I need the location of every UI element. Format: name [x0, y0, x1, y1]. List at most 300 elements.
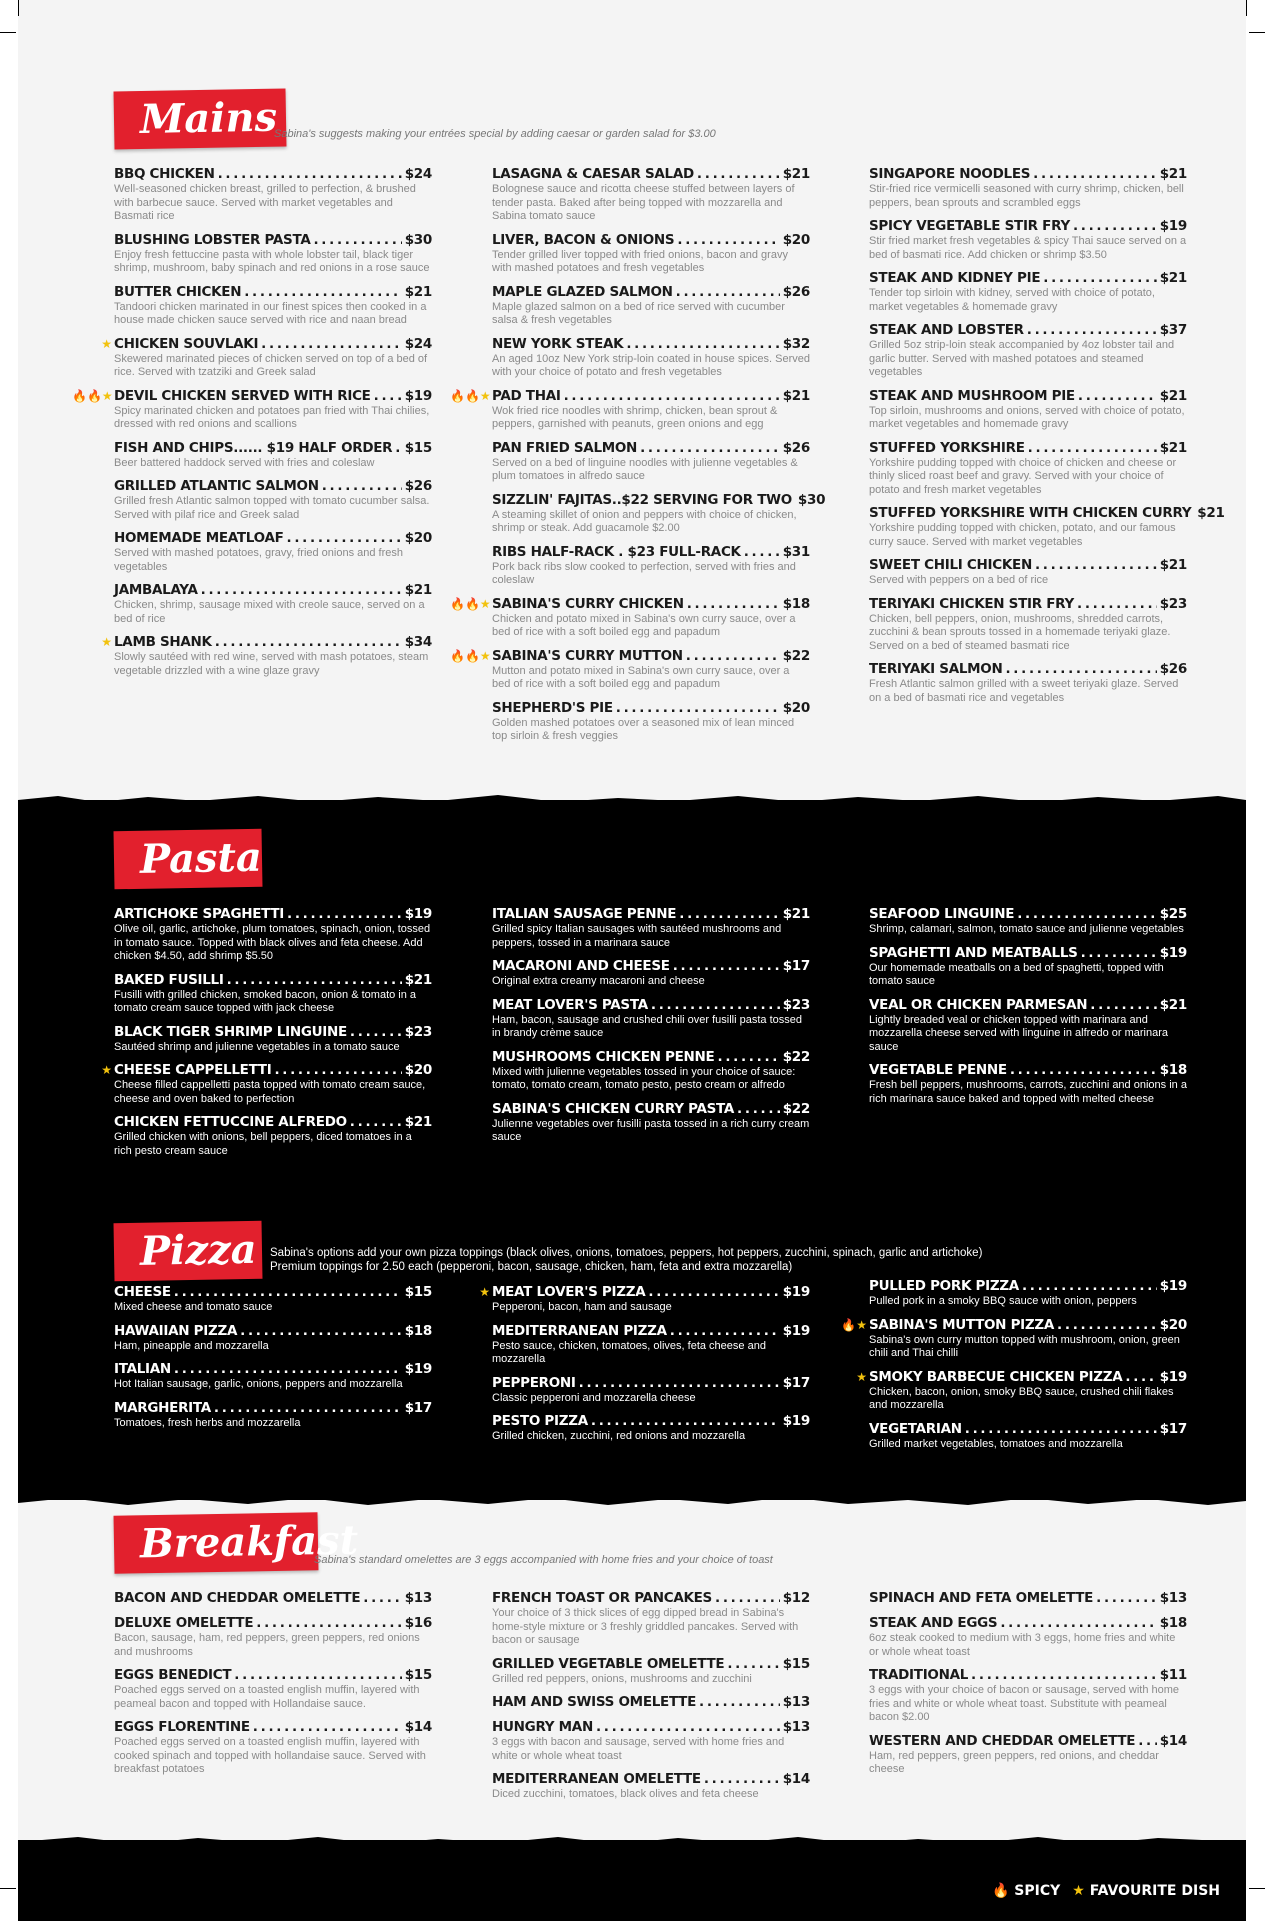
menu-item-name: MEAT LOVER'S PASTA	[492, 996, 648, 1013]
menu-item	[869, 661, 1187, 705]
menu-item-price: $14	[782, 1771, 810, 1787]
menu-item-description: Pork back ribs slow cooked to perfection, served with fries and coleslaw	[492, 560, 796, 586]
menu-item-price: $15	[404, 1284, 432, 1300]
dot-leader	[174, 1284, 402, 1301]
dot-leader	[679, 906, 779, 923]
menu-item-description: 3 eggs with bacon and sausage, served with home fries and white or whole wheat toast	[492, 1736, 785, 1762]
menu-item-price: $21	[404, 1114, 432, 1130]
dot-leader	[1000, 1615, 1156, 1632]
menu-item-description: 6oz steak cooked to medium with 3 eggs, home fries and white or whole wheat toast	[869, 1632, 1176, 1658]
menu-item-description: Chicken and potato mixed in Sabina's own curry sauce, over a bed of rice with a soft boiled egg and papadum	[492, 612, 796, 638]
dot-leader	[1081, 945, 1157, 962]
menu-item-description: Your choice of 3 thick slices of egg dipped bread in Sabina's home-style mixture or 3 freshly griddled pancakes. Served with bacon or sausage	[492, 1607, 799, 1646]
menu-item-description: Olive oil, garlic, artichoke, plum tomatoes, spinach, onion, tossed in tomato sauce. Topped with black olives and feta cheese. Add chicken $4.50, add shrimp $5.50	[114, 923, 431, 962]
menu-item-price: $21	[1159, 557, 1187, 573]
menu-item-name: ITALIAN SAUSAGE PENNE	[492, 906, 677, 922]
menu-item	[114, 232, 432, 276]
menu-item	[492, 906, 810, 950]
menu-item-description: Served with mashed potatoes, gravy, fried onions and fresh vegetables	[114, 547, 404, 573]
menu-item-price: $20	[782, 699, 810, 716]
menu-item-name: HOMEMADE MEATLOAF	[114, 530, 284, 546]
menu-item-description: A steaming skillet of onion and peppers with choice of chicken, shrimp or steak. Add guacamole $2.00	[492, 508, 797, 534]
menu-item-name: PESTO PIZZA	[492, 1413, 588, 1429]
menu-item	[869, 557, 1187, 588]
dot-leader	[1027, 322, 1157, 339]
menu-item-name: SWEET CHILI CHICKEN	[869, 557, 1032, 573]
menu-item-line	[492, 700, 810, 717]
menu-item-line	[114, 440, 432, 457]
dot-leader	[395, 440, 401, 457]
menu-item	[492, 958, 810, 989]
menu-item-line	[869, 1278, 1187, 1295]
menu-item-description: Skewered marinated pieces of chicken served on top of a bed of rice. Served with tzatziki and Greek salad	[114, 352, 428, 378]
legend-favourite	[1072, 1883, 1220, 1899]
menu-item-name: CHEESE CAPPELLETTI	[114, 1062, 272, 1078]
menu-item-description: Original extra creamy macaroni and cheese	[492, 975, 705, 987]
dot-leader	[313, 232, 401, 249]
dot-leader	[737, 1101, 780, 1118]
dot-leader	[261, 336, 402, 353]
menu-item-price: $16	[404, 1615, 432, 1631]
menu-item-name: SPAGHETTI AND MEATBALLS	[869, 944, 1078, 961]
star-icon: ★	[1072, 1883, 1085, 1899]
menu-item-line	[114, 1361, 432, 1378]
menu-item	[114, 1400, 432, 1431]
pizza-banner: Pizza	[114, 1221, 263, 1282]
menu-item-price: $17	[782, 1374, 810, 1391]
menu-item-price: $18	[1159, 1062, 1187, 1078]
menu-item-price: $13	[782, 1719, 810, 1735]
menu-item-line	[114, 1400, 432, 1417]
menu-item	[101, 335, 432, 380]
dot-leader	[322, 478, 402, 495]
menu-page	[18, 0, 1246, 1921]
menu-item	[114, 1615, 432, 1659]
menu-item	[869, 596, 1187, 654]
menu-item-line	[114, 284, 432, 301]
menu-item-description: Ham, red peppers, green peppers, red onions, and cheddar cheese	[869, 1749, 1159, 1775]
menu-item-line	[114, 336, 432, 353]
menu-item-line	[492, 232, 810, 249]
menu-item	[869, 997, 1187, 1055]
menu-item-name: GRILLED VEGETABLE OMELETTE	[492, 1655, 725, 1672]
menu-item	[492, 284, 810, 328]
menu-item-line	[869, 945, 1187, 962]
menu-item-name: LIVER, BACON & ONIONS	[492, 231, 675, 248]
menu-item-line	[869, 1421, 1187, 1438]
menu-item-name: CHEESE	[114, 1284, 171, 1300]
menu-item-price: $30	[404, 231, 432, 248]
menu-item-line	[492, 1590, 810, 1607]
menu-item-name: SABINA'S CURRY MUTTON	[492, 647, 683, 664]
star-icon: ★	[479, 596, 491, 611]
flame-icon: 🔥	[464, 648, 480, 663]
menu-item-name: BUTTER CHICKEN	[114, 283, 242, 300]
dot-leader	[717, 1049, 779, 1066]
menu-item-price: $20	[404, 1062, 432, 1078]
menu-item-line	[492, 166, 810, 183]
menu-item-line	[492, 906, 810, 923]
menu-item-line	[114, 1024, 432, 1041]
menu-item-description: Chicken, shrimp, sausage mixed with creole sauce, served on a bed of rice	[114, 599, 425, 625]
menu-item-description: Grilled market vegetables, tomatoes and mozzarella	[869, 1437, 1123, 1450]
dot-leader	[218, 166, 402, 183]
menu-item-description: Mutton and potato mixed in Sabina's own curry sauce, over a bed of rice with a soft boiled egg and papadum	[492, 664, 790, 690]
menu-item-name: DELUXE OMELETTE	[114, 1615, 254, 1631]
pasta-column-2	[492, 906, 810, 1153]
star-icon: ★	[101, 388, 113, 403]
menu-item	[492, 1413, 810, 1444]
menu-item-price: $30	[797, 491, 826, 508]
menu-item-price: $19	[404, 1361, 432, 1377]
menu-item-name: ITALIAN	[114, 1361, 171, 1377]
menu-item	[114, 1024, 432, 1055]
pasta-column-1	[101, 906, 432, 1166]
menu-item-line	[869, 906, 1187, 923]
menu-item-line	[492, 997, 810, 1014]
menu-item-description: Poached eggs served on a toasted english muffin, layered with cooked spinach and topped with hollandaise sauce. Served with breakfast potatoes	[114, 1736, 426, 1775]
legend-spicy-label: SPICY	[1014, 1883, 1061, 1899]
menu-item-description: Tender grilled liver topped with fried onions, bacon and gravy with mashed potatoes and fresh vegetables	[492, 248, 788, 274]
menu-item-name: FISH AND CHIPS...... $19 HALF ORDER	[114, 439, 393, 456]
crop-mark	[18, 0, 19, 16]
menu-item-price: $19	[782, 1322, 810, 1339]
menu-item-name: STEAK AND MUSHROOM PIE	[869, 387, 1075, 404]
menu-item-price: $32	[782, 335, 810, 352]
menu-item	[114, 1719, 432, 1777]
menu-item-line	[114, 1590, 432, 1607]
menu-item-line	[492, 958, 810, 975]
menu-item-description: Maple glazed salmon on a bed of rice served with cucumber salsa & fresh vegetables	[492, 300, 785, 326]
star-icon: ★	[479, 388, 491, 403]
menu-item	[492, 1694, 810, 1711]
menu-item-marks	[72, 635, 112, 650]
dot-leader	[640, 440, 780, 457]
menu-item-line	[114, 1667, 432, 1684]
menu-item-name: STEAK AND LOBSTER	[869, 322, 1024, 338]
menu-item-description: Golden mashed potatoes over a seasoned mix of lean minced top sirloin & fresh veggies	[492, 716, 795, 742]
menu-item-line	[114, 1114, 432, 1131]
menu-item-line	[492, 1719, 810, 1736]
menu-item-description: Fresh bell peppers, mushrooms, carrots, zucchini and onions in a rich marinara sauce baked and topped with melted cheese	[869, 1079, 1187, 1105]
menu-item	[450, 647, 810, 692]
breakfast-banner: Breakfast	[114, 1512, 319, 1574]
menu-item-description: Well-seasoned chicken breast, grilled to perfection, & brushed with barbecue sauce. Served with market vegetables and Basmati rice	[114, 183, 416, 222]
menu-item	[114, 972, 432, 1016]
menu-item	[492, 336, 810, 380]
menu-item-description: Diced zucchini, tomatoes, black olives and feta cheese	[492, 1788, 759, 1800]
flame-icon: 🔥	[86, 388, 102, 403]
menu-item-name: MEAT LOVER'S PIZZA	[492, 1284, 646, 1300]
menu-item-price: $19	[1159, 1368, 1187, 1385]
menu-item-price: $19	[404, 906, 432, 922]
menu-item	[114, 1284, 432, 1315]
pasta-banner: Pasta	[114, 829, 263, 890]
dot-leader	[1035, 557, 1157, 574]
menu-item-price: $19	[404, 387, 432, 404]
menu-item-name: ARTICHOKE SPAGHETTI	[114, 906, 285, 922]
menu-item-name: GRILLED ATLANTIC SALMON	[114, 478, 319, 494]
menu-item-description: Ham, pineapple and mozzarella	[114, 1339, 269, 1352]
menu-item-name: PAD THAI	[492, 387, 561, 404]
breakfast-note: Sabina's standard omelettes are 3 eggs accompanied with home fries and your choice of toast	[314, 1554, 773, 1566]
menu-item	[869, 1590, 1187, 1607]
menu-item-price: $20	[1159, 1316, 1187, 1333]
menu-item-line	[492, 648, 810, 665]
menu-item-name: SMOKY BARBECUE CHICKEN PIZZA	[869, 1368, 1123, 1385]
dot-leader	[616, 700, 780, 717]
menu-item	[114, 1590, 432, 1607]
menu-item-line	[492, 544, 810, 561]
menu-item-line	[869, 1667, 1187, 1684]
menu-item-line	[869, 505, 1225, 522]
menu-item-name: MACARONI AND CHEESE	[492, 958, 670, 974]
menu-item	[492, 232, 810, 276]
dot-leader	[1138, 1733, 1157, 1750]
dot-leader	[648, 1284, 779, 1301]
menu-item-description: Grilled fresh Atlantic salmon topped with tomato cucumber salsa. Served with pilaf rice and Greek salad	[114, 495, 430, 521]
menu-item-price: $21	[1159, 439, 1187, 456]
menu-item-line	[492, 284, 810, 301]
dot-leader	[564, 388, 780, 405]
menu-item-price: $26	[404, 478, 432, 494]
menu-item-line	[114, 530, 432, 547]
dot-leader	[579, 1375, 780, 1392]
menu-item-price: $26	[782, 439, 810, 456]
dot-leader	[227, 972, 402, 989]
menu-item-marks	[450, 389, 490, 404]
menu-item-price: $19	[1159, 218, 1187, 234]
menu-item-name: BBQ CHICKEN	[114, 166, 215, 182]
crop-mark	[0, 1888, 16, 1889]
mains-column-3	[869, 166, 1225, 713]
menu-item-price: $17	[782, 958, 810, 974]
menu-item-line	[492, 336, 810, 353]
menu-item-line	[492, 491, 826, 509]
torn-edge-bottom	[18, 1834, 1246, 1848]
menu-item-description: Yorkshire pudding topped with choice of chicken and cheese or thinly sliced roast beef and gravy. Served with your choice of potato and fresh market vegetables	[869, 456, 1177, 496]
dot-leader	[1033, 166, 1157, 183]
menu-item-name: WESTERN AND CHEDDAR OMELETTE	[869, 1732, 1136, 1749]
dot-leader	[1078, 388, 1157, 405]
dot-leader	[244, 284, 402, 301]
mains-column-2	[450, 166, 826, 752]
dot-leader	[287, 906, 402, 923]
menu-item-description: Wok fried rice noodles with shrimp, chicken, bean sprout & peppers, garnished with peanuts, green onions and egg	[492, 404, 778, 430]
menu-item-name: PULLED PORK PIZZA	[869, 1278, 1019, 1294]
dot-leader	[626, 336, 779, 353]
menu-item	[869, 166, 1187, 210]
menu-item-name: FRENCH TOAST OR PANCAKES	[492, 1590, 712, 1606]
dot-leader	[686, 648, 780, 665]
menu-item-price: $23	[1159, 595, 1187, 612]
menu-item-line	[114, 232, 432, 249]
menu-item-name: BLUSHING LOBSTER PASTA	[114, 231, 311, 248]
menu-item	[869, 388, 1187, 432]
dot-leader	[715, 1590, 780, 1607]
menu-item-description: Stir-fried rice vermicelli seasoned with curry shrimp, chicken, bell peppers, bean sprouts and scrambled eggs	[869, 183, 1184, 209]
menu-item-description: Sautéed shrimp and julienne vegetables in a tomato sauce	[114, 1040, 400, 1053]
menu-item-description: Poached eggs served on a toasted english muffin, layered with peameal bacon and topped with Hollandaise sauce.	[114, 1684, 420, 1710]
menu-item-line	[492, 388, 810, 405]
menu-item-description: Mixed with julienne vegetables tossed in your choice of sauce: tomato, tomato cream, tomato pesto, pesto cream or alfredo	[492, 1065, 796, 1091]
dot-leader	[699, 1694, 780, 1711]
menu-item-name: SPINACH AND FETA OMELETTE	[869, 1590, 1094, 1606]
menu-item-description: Grilled 5oz strip-loin steak accompanied by 4oz lobster tail and garlic butter. Served with mashed potatoes and steamed vegetables	[869, 339, 1175, 378]
menu-item-line	[114, 1615, 432, 1632]
menu-item-description: Sabina's own curry mutton topped with mushroom, onion, green chili and Thai chilli	[869, 1333, 1180, 1359]
menu-item	[492, 491, 826, 536]
dot-leader	[677, 232, 779, 249]
menu-item-description: An aged 10oz New York strip-loin coated in house spices. Served with your choice of potato and fresh vegetables	[492, 352, 810, 378]
menu-item-name: VEGETARIAN	[869, 1420, 962, 1437]
menu-item-price: $37	[1159, 322, 1187, 338]
legend	[992, 1883, 1220, 1899]
breakfast-column-2	[492, 1590, 810, 1810]
dot-leader	[253, 1719, 402, 1736]
star-icon: ★	[479, 1285, 490, 1299]
menu-item	[869, 270, 1187, 314]
dot-leader	[1096, 1590, 1157, 1607]
menu-item-line	[114, 166, 432, 183]
menu-item	[101, 634, 432, 678]
menu-item-name: RIBS HALF-RACK . $23 FULL-RACK	[492, 543, 741, 560]
menu-item	[492, 1323, 810, 1367]
legend-spicy	[992, 1883, 1060, 1899]
crop-mark	[1246, 0, 1247, 16]
menu-item-line	[869, 596, 1187, 613]
flame-icon: 🔥	[841, 1317, 857, 1332]
star-icon: ★	[101, 635, 112, 649]
menu-item	[114, 1114, 432, 1158]
menu-item	[114, 1323, 432, 1354]
menu-item-price: $14	[1159, 1732, 1187, 1749]
menu-item-name: BLACK TIGER SHRIMP LINGUINE	[114, 1023, 347, 1040]
dot-leader	[350, 1024, 402, 1041]
menu-item-marks	[827, 1318, 867, 1333]
menu-item	[492, 166, 810, 224]
menu-item-price: $17	[404, 1399, 432, 1416]
menu-item-name: TERIYAKI CHICKEN STIR FRY	[869, 595, 1074, 612]
menu-item-description: Yorkshire pudding topped with chicken, potato, and our famous curry sauce. Served with market vegetables	[869, 522, 1176, 548]
menu-item-price: $25	[1159, 906, 1187, 922]
star-icon: ★	[101, 1063, 112, 1077]
menu-item-description: Fusilli with grilled chicken, smoked bacon, onion & tomato in a tomato cream sauce topped with jack cheese	[114, 988, 417, 1014]
breakfast-column-3	[869, 1590, 1187, 1785]
dot-leader	[215, 634, 402, 651]
menu-item-line	[869, 166, 1187, 183]
menu-item-line	[492, 1375, 810, 1392]
menu-item-description: Stir fried market fresh vegetables & spicy Thai sauce served on a bed of basmati rice. Add chicken or shrimp $3.50	[869, 235, 1187, 261]
menu-item-line	[114, 388, 432, 405]
menu-item-price: $21	[404, 582, 432, 598]
menu-item-line	[114, 478, 432, 495]
dot-leader	[1010, 1062, 1157, 1079]
dot-leader	[234, 1667, 401, 1684]
menu-item-name: MEDITERRANEAN OMELETTE	[492, 1771, 701, 1787]
menu-item-name: JAMBALAYA	[114, 582, 198, 598]
dot-leader	[1090, 997, 1156, 1014]
menu-item-line	[492, 1771, 810, 1788]
menu-item-line	[492, 1413, 810, 1430]
menu-item-name: STUFFED YORKSHIRE WITH CHICKEN CURRY	[869, 505, 1192, 521]
menu-item	[869, 906, 1187, 937]
dot-leader	[651, 997, 780, 1014]
menu-item-line	[869, 997, 1187, 1014]
menu-item-line	[114, 1719, 432, 1736]
dot-leader	[1057, 1317, 1157, 1334]
menu-item	[869, 1733, 1187, 1777]
menu-item-description: Grilled red peppers, onions, mushrooms and zucchini	[492, 1672, 752, 1685]
menu-item-line	[869, 1317, 1187, 1334]
menu-item-price: $26	[1159, 661, 1187, 677]
menu-item-description: Our homemade meatballs on a bed of spaghetti, topped with tomato sauce	[869, 961, 1164, 987]
pizza-column-2	[479, 1284, 810, 1452]
flame-icon: 🔥	[464, 596, 480, 611]
dot-leader	[274, 1062, 401, 1079]
flame-icon: 🔥	[450, 648, 465, 663]
menu-item-name: SHEPHERD'S PIE	[492, 699, 613, 716]
menu-item-name: VEGETABLE PENNE	[869, 1062, 1007, 1078]
menu-item-price: $24	[404, 335, 432, 352]
menu-item-line	[114, 1323, 432, 1340]
menu-item-description: Top sirloin, mushrooms and onions, served with choice of potato, market vegetables and homemade gravy	[869, 404, 1185, 430]
menu-item-price: $20	[782, 231, 810, 248]
menu-item-name: STEAK AND EGGS	[869, 1615, 998, 1631]
menu-item	[856, 1368, 1187, 1413]
menu-item	[450, 387, 810, 432]
pizza-column-1	[114, 1284, 432, 1438]
menu-item	[869, 1667, 1187, 1725]
menu-item-name: PEPPERONI	[492, 1374, 576, 1391]
crop-mark	[1249, 1888, 1265, 1889]
menu-item-name: HAM AND SWISS OMELETTE	[492, 1694, 697, 1710]
menu-item	[114, 530, 432, 574]
menu-item-price: $21	[782, 166, 810, 182]
menu-item	[101, 1062, 432, 1106]
dot-leader	[240, 1323, 402, 1340]
flame-icon: 🔥	[450, 596, 465, 611]
menu-item-name: PAN FRIED SALMON	[492, 439, 638, 456]
menu-item-line	[492, 1656, 810, 1673]
menu-item-line	[869, 270, 1187, 287]
star-icon: ★	[479, 648, 491, 663]
menu-item-price: $18	[404, 1322, 432, 1339]
dot-leader	[971, 1667, 1157, 1684]
menu-item-price: $22	[782, 647, 810, 664]
menu-item-description: Spicy marinated chicken and potatoes pan fried with Thai chilies, dressed with red onions and scallions	[114, 404, 430, 430]
menu-item-name: LASAGNA & CAESAR SALAD	[492, 166, 694, 182]
pasta-pizza-section	[18, 800, 1246, 1500]
menu-item-name: EGGS FLORENTINE	[114, 1719, 250, 1735]
menu-item	[492, 1771, 810, 1802]
menu-item-price: $21	[1159, 996, 1187, 1013]
menu-item-name: STUFFED YORKSHIRE	[869, 439, 1025, 456]
dot-leader	[363, 1590, 401, 1607]
menu-item-description: Beer battered haddock served with fries and coleslaw	[114, 456, 375, 469]
menu-item-line	[869, 557, 1187, 574]
flame-icon: 🔥	[991, 1883, 1010, 1899]
pizza-note-line-2: Premium toppings for 2.50 each (pepperoni, bacon, sausage, chicken, ham, feta and extra mozzarella)	[270, 1261, 793, 1273]
menu-item	[114, 440, 432, 471]
menu-item-line	[869, 1733, 1187, 1750]
pasta-column-3	[869, 906, 1187, 1114]
dot-leader	[1073, 218, 1157, 235]
menu-item-name: BACON AND CHEDDAR OMELETTE	[114, 1590, 361, 1606]
menu-item-price: $24	[404, 166, 432, 182]
dot-leader	[744, 544, 780, 561]
menu-item-price: $31	[782, 543, 810, 560]
